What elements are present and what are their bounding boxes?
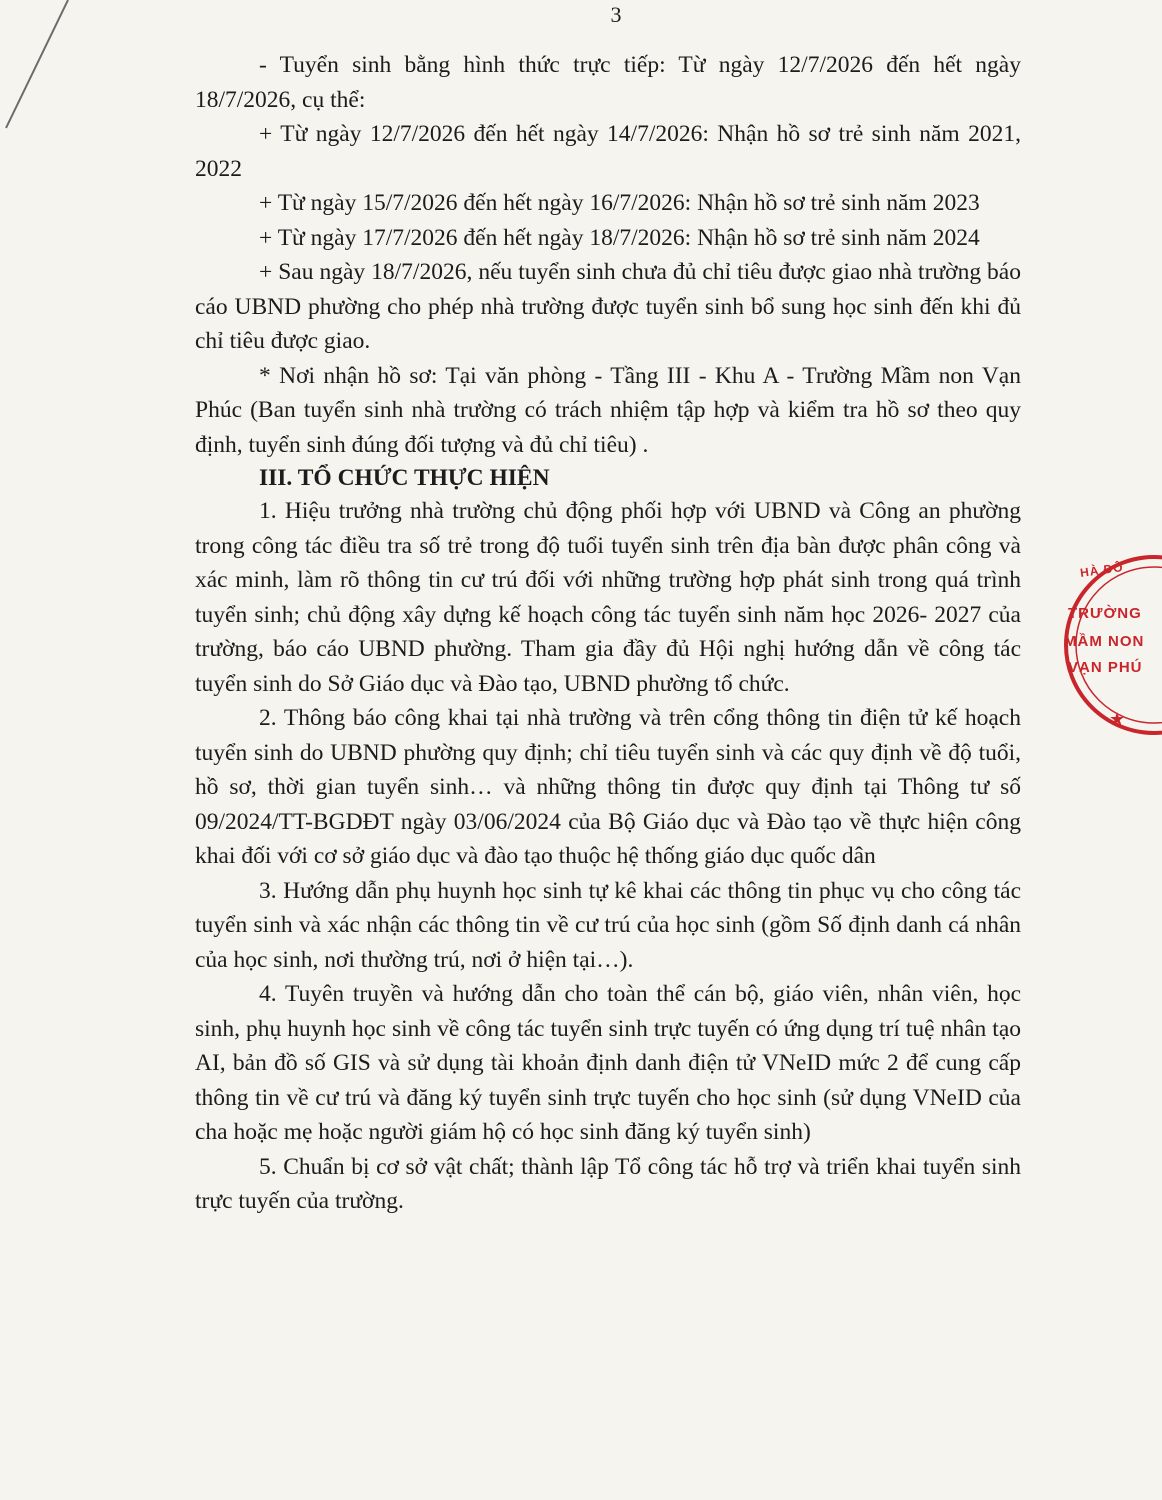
section-item-2: 2. Thông báo công khai tại nhà trường và trên cổng thông tin điện tử kế hoạch tuyển sinh do UBND phường quy định; chỉ tiêu tuyển sinh và các quy định về độ tuổi, hồ sơ, thời gian tuyển sinh… và những thông tin được quy định tại Thông tư số 09/2024/TT-BGDĐT ngày 03/06/2024 của Bộ Giáo dục và Đào tạo về thực hiện công khai đối với cơ sở giáo dục và đào tạo thuộc hệ thống giáo dục quốc dân — [195, 705, 1021, 869]
paragraph-supplementary-enrollment: + Sau ngày 18/7/2026, nếu tuyển sinh chưa đủ chỉ tiêu được giao nhà trường báo cáo UBND phường cho phép nhà trường được tuyển sinh bổ sung học sinh đến khi đủ chỉ tiêu được giao. — [195, 259, 1021, 354]
section-item-5: 5. Chuẩn bị cơ sở vật chất; thành lập Tổ công tác hỗ trợ và triển khai tuyển sinh trực tuyến của trường. — [195, 1153, 1021, 1214]
school-seal-stamp — [1062, 545, 1162, 745]
star-icon: ★ — [1109, 709, 1126, 730]
stamp-text-line-2: MẦM NON — [1064, 633, 1145, 650]
paragraph-schedule-2024: + Từ ngày 17/7/2026 đến hết ngày 18/7/2026: Nhận hồ sơ trẻ sinh năm 2024 — [259, 224, 980, 251]
paragraph-direct-enrollment: - Tuyển sinh bằng hình thức trực tiếp: Từ ngày 12/7/2026 đến hết ngày 18/7/2026, cụ thể: — [195, 52, 1021, 113]
page-number: 3 — [610, 2, 622, 27]
stamp-text-line-1: TRƯỜNG — [1068, 605, 1142, 622]
document-body — [195, 48, 1021, 1219]
stamp-text-line-3: VẠN PHÚ — [1068, 659, 1143, 676]
section-item-1: 1. Hiệu trưởng nhà trường chủ động phối hợp với UBND và Công an phường trong công tác điều tra số trẻ trong độ tuổi tuyển sinh trên địa bàn được phân công và xác minh, làm rõ thông tin cư trú đối với những trường hợp phát sinh trong quá trình tuyển sinh; chủ động xây dựng kế hoạch công tác tuyển sinh năm học 2026- 2027 của trường, báo cáo UBND phường. Tham gia đầy đủ Hội nghị hướng dẫn về công tác tuyển sinh do Sở Giáo dục và Đào tạo, UBND phường tổ chức. — [195, 498, 1021, 697]
stamp-text-city: HÀ ĐÔ — [1079, 560, 1125, 580]
paragraph-schedule-2023: + Từ ngày 15/7/2026 đến hết ngày 16/7/2026: Nhận hồ sơ trẻ sinh năm 2023 — [259, 190, 980, 216]
paragraph-submission-place: * Nơi nhận hồ sơ: Tại văn phòng - Tầng III - Khu A - Trường Mầm non Vạn Phúc (Ban tuyển sinh nhà trường có trách nhiệm tập hợp và kiểm tra hồ sơ theo quy định, tuyển sinh đúng đối tượng và đủ chỉ tiêu) . — [195, 362, 1021, 458]
section-item-3: 3. Hướng dẫn phụ huynh học sinh tự kê khai các thông tin phục vụ cho công tác tuyển sinh và xác nhận các thông tin về cư trú của học sinh (gồm Số định danh cá nhân của học sinh, nơi thường trú, nơi ở hiện tại…). — [195, 877, 1021, 973]
paragraph-schedule-2021-2022: + Từ ngày 12/7/2026 đến hết ngày 14/7/2026: Nhận hồ sơ trẻ sinh năm 2021, 2022 — [195, 121, 1021, 182]
section-item-4: 4. Tuyên truyền và hướng dẫn cho toàn thể cán bộ, giáo viên, nhân viên, học sinh, phụ huynh học sinh về công tác tuyển sinh trực tuyến có ứng dụng trí tuệ nhân tạo AI, bản đồ số GIS và sử dụng tài khoản định danh điện tử VNeID mức 2 để cung cấp thông tin về cư trú và đăng ký tuyển sinh trực tuyến cho học sinh (sử dụng VNeID của cha hoặc mẹ hoặc người giám hộ có học sinh đăng ký tuyển sinh) — [195, 981, 1021, 1145]
section-heading: III. TỔ CHỨC THỰC HIỆN — [259, 465, 550, 491]
